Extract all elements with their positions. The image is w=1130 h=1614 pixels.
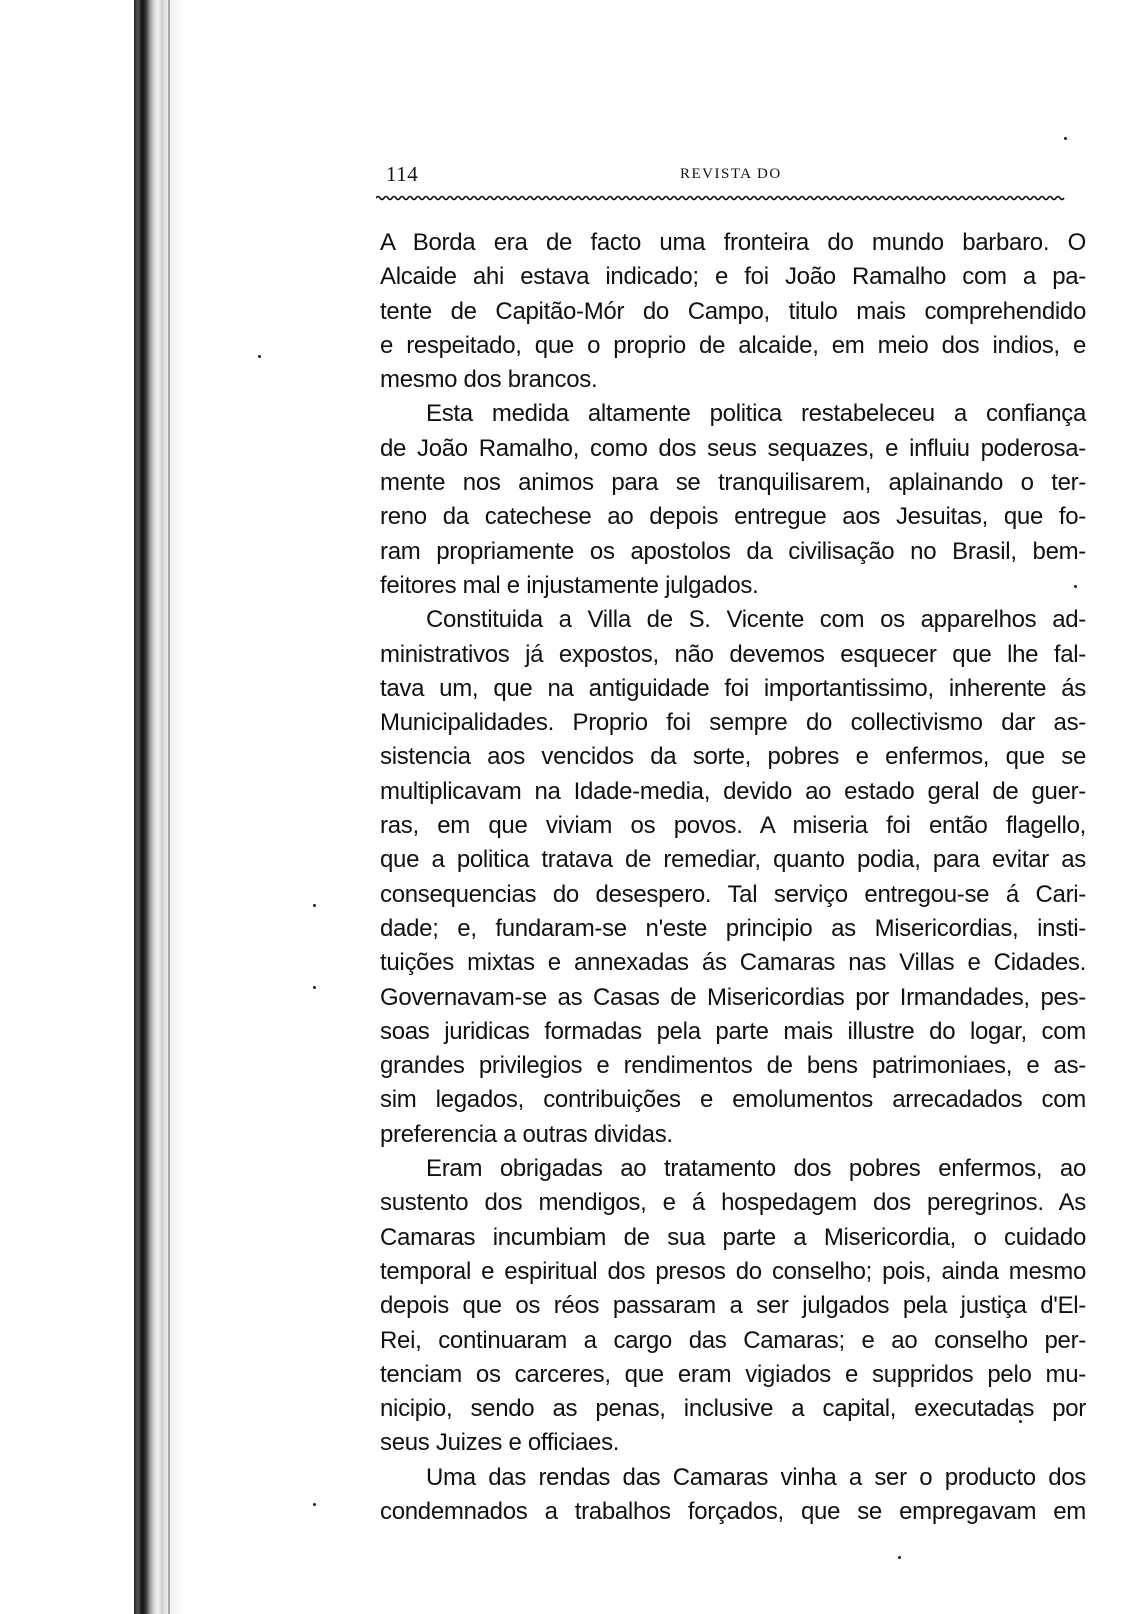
paper-speck (1064, 137, 1067, 140)
paper-speck (898, 1556, 901, 1559)
header-rule (376, 195, 1066, 201)
paragraph (380, 1461, 1086, 1530)
paper-speck (313, 1503, 316, 1506)
text-line: feitores mal e injustamente julgados. (380, 571, 759, 599)
text-line: consequencias do desespero. Tal serviço entregou-se á Cari- (380, 880, 1086, 908)
text-line: reno da catechese ao depois entregue aos Jesuitas, que fo- (380, 503, 1086, 531)
text-line: e respeitado, que o proprio de alcaide, em meio dos indios, e (380, 331, 1086, 359)
text-line: tente de Capitão-Mór do Campo, titulo mais comprehendido (380, 297, 1086, 325)
text-line: ras, em que viviam os povos. A miseria foi então flagello, (380, 812, 1086, 840)
paragraph (380, 226, 1086, 397)
text-line: tenciam os carceres, que eram vigiados e suppridos pelo mu- (380, 1360, 1086, 1388)
text-line: seus Juizes e officiaes. (380, 1429, 620, 1457)
running-title: REVISTA DO (680, 166, 782, 182)
page-number: 114 (386, 162, 419, 186)
text-line: grandes privilegios e rendimentos de bens patrimoniaes, e as- (380, 1052, 1086, 1080)
text-line: Constituida a Villa de S. Vicente com os apparelhos ad- (426, 606, 1086, 634)
text-line: de João Ramalho, como dos seus sequazes, e influiu poderosa- (380, 434, 1086, 462)
text-line: depois que os réos passaram a ser julgados pela justiça d'El- (380, 1292, 1086, 1320)
text-line: A Borda era de facto uma fronteira do mundo barbaro. O (380, 229, 1086, 256)
text-line: Eram obrigadas ao tratamento dos pobres enfermos, ao (426, 1155, 1086, 1183)
text-line: temporal e espiritual dos presos do conselho; pois, ainda mesmo (380, 1257, 1086, 1285)
paper-speck (313, 904, 316, 907)
text-line: condemnados a trabalhos forçados, que se empregavam em (380, 1497, 1086, 1525)
text-line: ram propriamente os apostolos da civilisação no Brasil, bem- (380, 537, 1086, 565)
text-line: mesmo dos brancos. (380, 366, 598, 394)
text-line: dade; e, fundaram-se n'este principio as Misericordias, insti- (380, 914, 1086, 942)
text-line: Camaras incumbiam de sua parte a Misericordia, o cuidado (380, 1223, 1086, 1251)
text-line: Esta medida altamente politica restabeleceu a confiança (426, 400, 1086, 428)
text-line: preferencia a outras dividas. (380, 1120, 673, 1148)
text-line: multiplicavam na Idade-media, devido ao estado geral de guer- (380, 777, 1086, 805)
text-line: mente nos animos para se tranquilisarem, aplainando o ter- (380, 469, 1086, 497)
binding-shadow-line (168, 0, 170, 1614)
text-line: sim legados, contribuições e emolumentos arrecadados com (380, 1086, 1086, 1114)
text-line: Governavam-se as Casas de Misericordias por Irmandades, pes- (380, 983, 1086, 1011)
text-line: ministrativos já expostos, não devemos esquecer que lhe fal- (380, 640, 1086, 668)
paragraph (380, 397, 1086, 603)
text-line: sustento dos mendigos, e á hospedagem dos peregrinos. As (380, 1189, 1086, 1217)
text-line: que a politica tratava de remediar, quanto podia, para evitar as (380, 846, 1086, 874)
paragraph (380, 1152, 1086, 1461)
text-line: tuições mixtas e annexadas ás Camaras nas Villas e Cidades. (380, 949, 1086, 977)
text-line: Alcaide ahi estava indicado; e foi João Ramalho com a pa- (380, 263, 1086, 291)
text-line: Uma das rendas das Camaras vinha a ser o producto dos (426, 1463, 1086, 1491)
running-header (386, 162, 1064, 192)
text-line: soas juridicas formadas pela parte mais illustre do logar, com (380, 1017, 1086, 1045)
paper-speck (258, 355, 261, 358)
text-line: Rei, continuaram a cargo das Camaras; e ao conselho per- (380, 1326, 1086, 1354)
paragraph (380, 603, 1086, 1152)
body-text (380, 226, 1086, 1529)
text-line: Municipalidades. Proprio foi sempre do collectivismo dar as- (380, 709, 1086, 737)
text-line: tava um, que na antiguidade foi importantissimo, inherente ás (380, 674, 1086, 702)
text-line: sistencia aos vencidos da sorte, pobres e enfermos, que se (380, 743, 1086, 771)
book-binding-edge (128, 0, 184, 1614)
text-line: nicipio, sendo as penas, inclusive a capital, executadas por (380, 1395, 1086, 1423)
paper-speck (313, 986, 316, 989)
